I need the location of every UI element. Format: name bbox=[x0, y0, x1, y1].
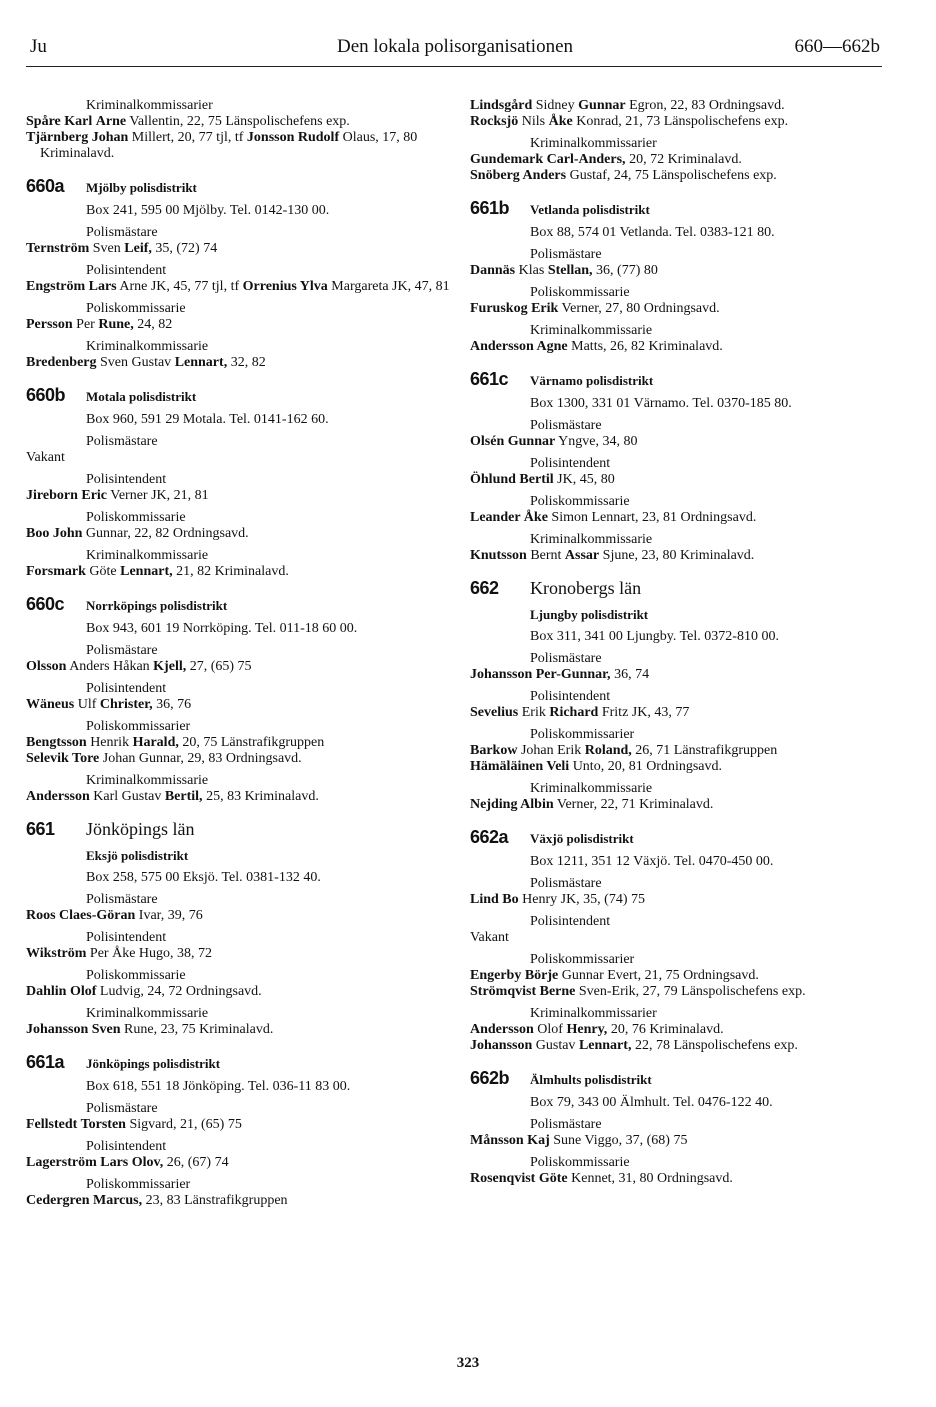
entry: Strömqvist Berne Sven-Erik, 27, 79 Länspolischefens exp. bbox=[470, 984, 806, 999]
entry: Olsson Anders Håkan Kjell, 27, (65) 75 bbox=[26, 659, 252, 674]
entry: Lind Bo Henry JK, 35, (74) 75 bbox=[470, 892, 646, 907]
entry: Spåre Karl Arne Vallentin, 22, 75 Länspolischefens exp. bbox=[26, 114, 350, 129]
district-660b-heading: 660b Motala polisdistrikt bbox=[26, 385, 197, 405]
role-label: Poliskommissarie bbox=[530, 285, 630, 300]
entry: Öhlund Bertil JK, 45, 80 bbox=[470, 472, 615, 487]
header-left: Ju bbox=[30, 36, 47, 57]
role-label: Kriminalkommissarie bbox=[86, 339, 209, 354]
district-address: Box 311, 341 00 Ljungby. Tel. 0372-810 00. bbox=[530, 629, 779, 644]
role-label: Poliskommissarie bbox=[86, 301, 186, 316]
entry: Selevik Tore Johan Gunnar, 29, 83 Ordningsavd. bbox=[26, 751, 302, 766]
entry: Dahlin Olof Ludvig, 24, 72 Ordningsavd. bbox=[26, 984, 262, 999]
page-header bbox=[30, 36, 880, 64]
district-661b-heading: 661b Vetlanda polisdistrikt bbox=[470, 198, 650, 218]
left-column bbox=[26, 98, 451, 1209]
role-label: Poliskommissarie bbox=[86, 510, 186, 525]
entry: Andersson Agne Matts, 26, 82 Kriminalavd. bbox=[470, 339, 723, 354]
role-label: Kriminalkommissarie bbox=[530, 781, 653, 796]
entry: Rocksjö Nils Åke Konrad, 21, 73 Länspolischefens exp. bbox=[470, 114, 789, 129]
role-label: Polismästare bbox=[530, 876, 602, 891]
entry: Engström Lars Arne JK, 45, 77 tjl, tf Orrenius Ylva Margareta JK, 47, 81 bbox=[26, 279, 450, 294]
entry: Leander Åke Simon Lennart, 23, 81 Ordningsavd. bbox=[470, 510, 757, 525]
entry: Dannäs Klas Stellan, 36, (77) 80 bbox=[470, 263, 658, 278]
role-label: Poliskommissarier bbox=[530, 727, 635, 742]
role-label: Poliskommissarie bbox=[86, 968, 186, 983]
role-label: Polisintendent bbox=[530, 456, 611, 471]
role-label: Polismästare bbox=[86, 892, 158, 907]
entry: Bredenberg Sven Gustav Lennart, 32, 82 bbox=[26, 355, 266, 370]
role-label: Polismästare bbox=[86, 225, 158, 240]
entry: Gundemark Carl-Anders, 20, 72 Kriminalavd. bbox=[470, 152, 742, 167]
role-label: Kriminalkommissarie bbox=[86, 1006, 209, 1021]
entry: Lagerström Lars Olov, 26, (67) 74 bbox=[26, 1155, 229, 1170]
role-label: Polismästare bbox=[530, 247, 602, 262]
district-address: Box 618, 551 18 Jönköping. Tel. 036-11 83 00. bbox=[86, 1079, 351, 1094]
entry: Cedergren Marcus, 23, 83 Länstrafikgruppen bbox=[26, 1193, 288, 1208]
entry: Johansson Gustav Lennart, 22, 78 Länspolischefens exp. bbox=[470, 1038, 798, 1053]
right-column bbox=[470, 98, 885, 1187]
entry: Andersson Karl Gustav Bertil, 25, 83 Kriminalavd. bbox=[26, 789, 319, 804]
role-label: Polismästare bbox=[86, 434, 158, 449]
entry: Bengtsson Henrik Harald, 20, 75 Länstrafikgruppen bbox=[26, 735, 325, 750]
district-address: Box 258, 575 00 Eksjö. Tel. 0381-132 40. bbox=[86, 870, 321, 885]
district-name: Ljungby polisdistrikt bbox=[530, 607, 649, 622]
district-address: Box 88, 574 01 Vetlanda. Tel. 0383-121 80. bbox=[530, 225, 775, 240]
entry: Tjärnberg Johan Millert, 20, 77 tjl, tf Jonsson Rudolf Olaus, 17, 80 Kriminalavd. bbox=[26, 130, 418, 161]
role-label: Polisintendent bbox=[530, 914, 611, 929]
role-label: Polismästare bbox=[86, 643, 158, 658]
header-rule bbox=[26, 66, 882, 67]
role-label: Polismästare bbox=[86, 1101, 158, 1116]
role-label: Kriminalkommissarie bbox=[530, 532, 653, 547]
entry: Fellstedt Torsten Sigvard, 21, (65) 75 bbox=[26, 1117, 242, 1132]
role-label: Kriminalkommissarier bbox=[86, 98, 213, 113]
district-662b-heading: 662b Älmhults polisdistrikt bbox=[470, 1068, 652, 1088]
entry: Månsson Kaj Sune Viggo, 37, (68) 75 bbox=[470, 1133, 688, 1148]
role-label: Kriminalkommissarie bbox=[530, 323, 653, 338]
role-label: Poliskommissarie bbox=[530, 1155, 630, 1170]
role-label: Kriminalkommissarier bbox=[530, 1006, 657, 1021]
county-661-heading: 661 Jönköpings län bbox=[26, 819, 195, 839]
entry: Knutsson Bernt Assar Sjune, 23, 80 Kriminalavd. bbox=[470, 548, 755, 563]
entry: Wikström Per Åke Hugo, 38, 72 bbox=[26, 946, 213, 961]
entry: Johansson Per-Gunnar, 36, 74 bbox=[470, 667, 650, 682]
entry: Engerby Börje Gunnar Evert, 21, 75 Ordningsavd. bbox=[470, 968, 759, 983]
page-number: 323 bbox=[456, 1355, 480, 1371]
role-label: Poliskommissarier bbox=[530, 952, 635, 967]
district-name: Eksjö polisdistrikt bbox=[86, 848, 189, 863]
role-label: Polismästare bbox=[530, 418, 602, 433]
entry: Sevelius Erik Richard Fritz JK, 43, 77 bbox=[470, 705, 690, 720]
county-662-heading: 662 Kronobergs län bbox=[470, 578, 642, 598]
district-address: Box 1211, 351 12 Växjö. Tel. 0470-450 00. bbox=[530, 854, 774, 869]
role-label: Poliskommissarier bbox=[86, 1177, 191, 1192]
district-660a-heading: 660a Mjölby polisdistrikt bbox=[26, 176, 197, 196]
district-address: Box 1300, 331 01 Värnamo. Tel. 0370-185 80. bbox=[530, 396, 792, 411]
district-address: Box 960, 591 29 Motala. Tel. 0141-162 60. bbox=[86, 412, 329, 427]
entry: Olsén Gunnar Yngve, 34, 80 bbox=[470, 434, 638, 449]
entry: Ternström Sven Leif, 35, (72) 74 bbox=[26, 241, 218, 256]
entry: Roos Claes-Göran Ivar, 39, 76 bbox=[26, 908, 203, 923]
entry: Barkow Johan Erik Roland, 26, 71 Länstrafikgruppen bbox=[470, 743, 778, 758]
entry: Johansson Sven Rune, 23, 75 Kriminalavd. bbox=[26, 1022, 274, 1037]
role-label: Polismästare bbox=[530, 651, 602, 666]
role-label: Polismästare bbox=[530, 1117, 602, 1132]
entry: Wäneus Ulf Christer, 36, 76 bbox=[26, 697, 192, 712]
entry: Rosenqvist Göte Kennet, 31, 80 Ordningsavd. bbox=[470, 1171, 733, 1186]
district-address: Box 79, 343 00 Älmhult. Tel. 0476-122 40. bbox=[530, 1095, 773, 1110]
district-661c-heading: 661c Värnamo polisdistrikt bbox=[470, 369, 654, 389]
entry: Forsmark Göte Lennart, 21, 82 Kriminalavd. bbox=[26, 564, 289, 579]
role-label: Polisintendent bbox=[86, 263, 167, 278]
header-range: 660—662b bbox=[794, 36, 880, 57]
entry: Boo John Gunnar, 22, 82 Ordningsavd. bbox=[26, 526, 249, 541]
entry: Snöberg Anders Gustaf, 24, 75 Länspolischefens exp. bbox=[470, 168, 777, 183]
role-label: Polisintendent bbox=[86, 930, 167, 945]
entry: Jireborn Eric Verner JK, 21, 81 bbox=[26, 488, 209, 503]
district-660c-heading: 660c Norrköpings polisdistrikt bbox=[26, 594, 228, 614]
role-label: Kriminalkommissarier bbox=[530, 136, 657, 151]
entry: Hämäläinen Veli Unto, 20, 81 Ordningsavd. bbox=[470, 759, 723, 774]
district-address: Box 241, 595 00 Mjölby. Tel. 0142-130 00. bbox=[86, 203, 330, 218]
entry: Vakant bbox=[26, 450, 65, 465]
role-label: Poliskommissarier bbox=[86, 719, 191, 734]
role-label: Poliskommissarie bbox=[530, 494, 630, 509]
district-662a-heading: 662a Växjö polisdistrikt bbox=[470, 827, 634, 847]
entry: Andersson Olof Henry, 20, 76 Kriminalavd. bbox=[470, 1022, 724, 1037]
entry: Nejding Albin Verner, 22, 71 Kriminalavd. bbox=[470, 797, 714, 812]
entry: Persson Per Rune, 24, 82 bbox=[26, 317, 173, 332]
entry: Lindsgård Sidney Gunnar Egron, 22, 83 Ordningsavd. bbox=[470, 98, 785, 113]
role-label: Polisintendent bbox=[86, 472, 167, 487]
district-address: Box 943, 601 19 Norrköping. Tel. 011-18 60 00. bbox=[86, 621, 358, 636]
entry: Vakant bbox=[470, 930, 509, 945]
header-title: Den lokala polisorganisationen bbox=[336, 36, 574, 57]
role-label: Kriminalkommissarie bbox=[86, 773, 209, 788]
district-661a-heading: 661a Jönköpings polisdistrikt bbox=[26, 1052, 221, 1072]
entry: Furuskog Erik Verner, 27, 80 Ordningsavd. bbox=[470, 301, 720, 316]
role-label: Kriminalkommissarie bbox=[86, 548, 209, 563]
role-label: Polisintendent bbox=[86, 681, 167, 696]
role-label: Polisintendent bbox=[530, 689, 611, 704]
role-label: Polisintendent bbox=[86, 1139, 167, 1154]
